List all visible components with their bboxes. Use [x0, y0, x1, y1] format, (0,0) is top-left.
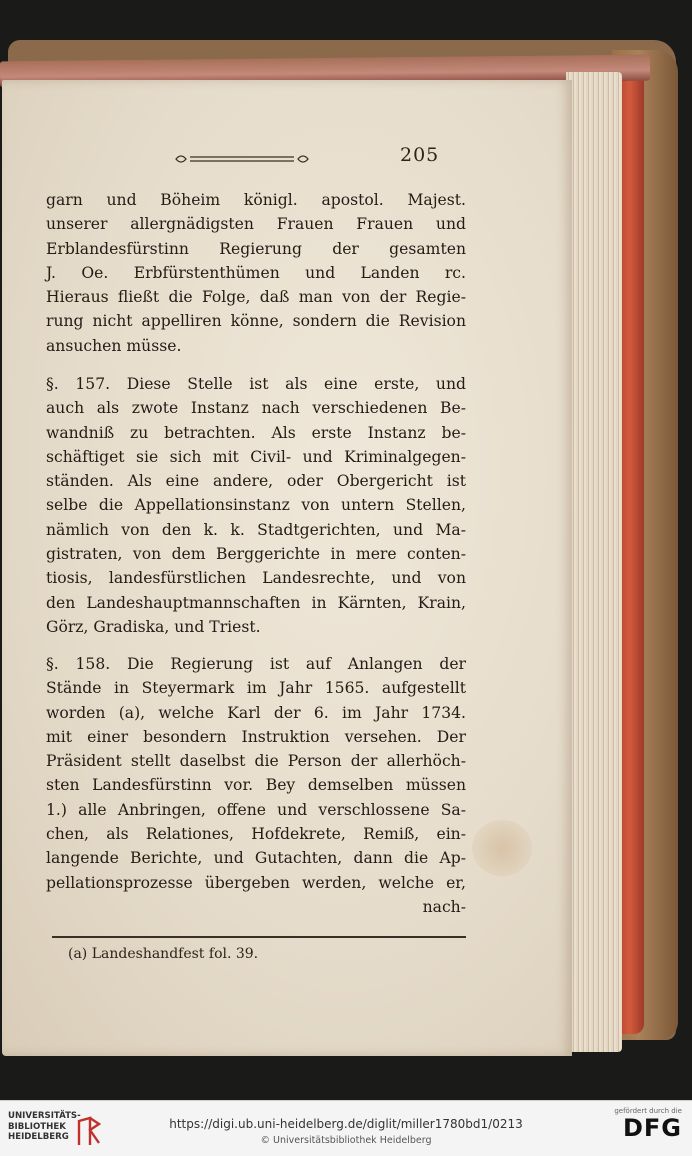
permalink-url[interactable]: https://digi.ub.uni-heidelberg.de/diglit/miller1780bd1/0213 — [169, 1117, 523, 1131]
text-line: schäftiget sie sich mit Civil- und Kriminalgegen- — [46, 447, 466, 466]
text-line: sten Landesfürstinn vor. Bey demselben müssen — [46, 776, 466, 795]
header-ornament-icon — [172, 150, 312, 168]
text-line: pellationsprozesse übergeben werden, welche er, — [46, 873, 466, 892]
library-name-line: BIBLIOTHEK — [8, 1121, 66, 1132]
library-name-line: UNIVERSITÄTS- — [8, 1111, 81, 1121]
page-number: 205 — [400, 144, 440, 166]
text-line: unserer allergnädigsten Frauen Frauen und — [46, 215, 466, 234]
text-line: rung nicht appelliren könne, sondern die Revision — [46, 312, 466, 331]
text-line: langende Berichte, und Gutachten, dann die Ap- — [46, 849, 466, 868]
paragraph-section-158 — [46, 652, 466, 919]
text-line: gistraten, von dem Berggerichte in mere conten- — [46, 545, 466, 564]
text-line: auch als zwote Instanz nach verschiedenen Be- — [46, 399, 466, 418]
text-line: Erblandesfürstinn Regierung der gesamten — [46, 239, 466, 258]
footnote: (a) Landeshandfest fol. 39. — [68, 946, 259, 962]
footnote-rule — [52, 936, 466, 938]
text-line: §. 157. Diese Stelle ist als eine erste, und — [46, 375, 466, 393]
paragraph-section-157 — [46, 372, 466, 639]
catchword: nach- — [422, 897, 466, 916]
book-page — [2, 80, 572, 1056]
text-line: nämlich von den k. k. Stadtgerichten, und Ma- — [46, 520, 466, 539]
text-line: garn und Böheim königl. apostol. Majest. — [46, 191, 466, 209]
viewer-footer — [0, 1100, 692, 1156]
text-line: Präsident stellt daselbst die Person der allerhöch- — [46, 752, 466, 771]
sponsor-block[interactable] — [614, 1107, 682, 1141]
text-line: selbe die Appellationsinstanz von untern Stellen, — [46, 496, 466, 515]
dfg-logo: DFG — [622, 1114, 682, 1142]
page-stack — [566, 72, 622, 1052]
sponsor-label: gefördert durch die — [614, 1107, 682, 1115]
text-line: ständen. Als eine andere, oder Obergericht ist — [46, 472, 466, 491]
text-line: den Landeshauptmannschaften in Kärnten, Krain, — [46, 593, 466, 612]
text-line: J. Oe. Erbfürstenthümen und Landen rc. — [46, 263, 466, 282]
paragraph-continuation — [46, 188, 466, 358]
text-line: Stände in Steyermark im Jahr 1565. aufgestellt — [46, 679, 466, 698]
library-name-line: HEIDELBERG — [8, 1132, 69, 1142]
text-line: Hieraus fließt die Folge, daß man von der Regie- — [46, 288, 466, 307]
copyright-notice: © Universitätsbibliothek Heidelberg — [260, 1135, 432, 1146]
text-line: tiosis, landesfürstlichen Landesrechte, und von — [46, 569, 466, 588]
text-line: 1.) alle Anbringen, offene und verschlossene Sa- — [46, 800, 466, 819]
text-line: wandniß zu betrachten. Als erste Instanz be- — [46, 423, 466, 442]
text-line: Görz, Gradiska, und Triest. — [46, 617, 261, 636]
text-line: chen, als Relationes, Hofdekrete, Remiß, ein- — [46, 825, 466, 844]
text-line: worden (a), welche Karl der 6. im Jahr 1734. — [46, 703, 466, 722]
paper-stain — [472, 820, 532, 876]
text-line: ansuchen müsse. — [46, 336, 182, 355]
text-line: mit einer besondern Instruktion versehen. Der — [46, 727, 466, 746]
text-line: §. 158. Die Regierung ist auf Anlangen der — [46, 655, 466, 673]
